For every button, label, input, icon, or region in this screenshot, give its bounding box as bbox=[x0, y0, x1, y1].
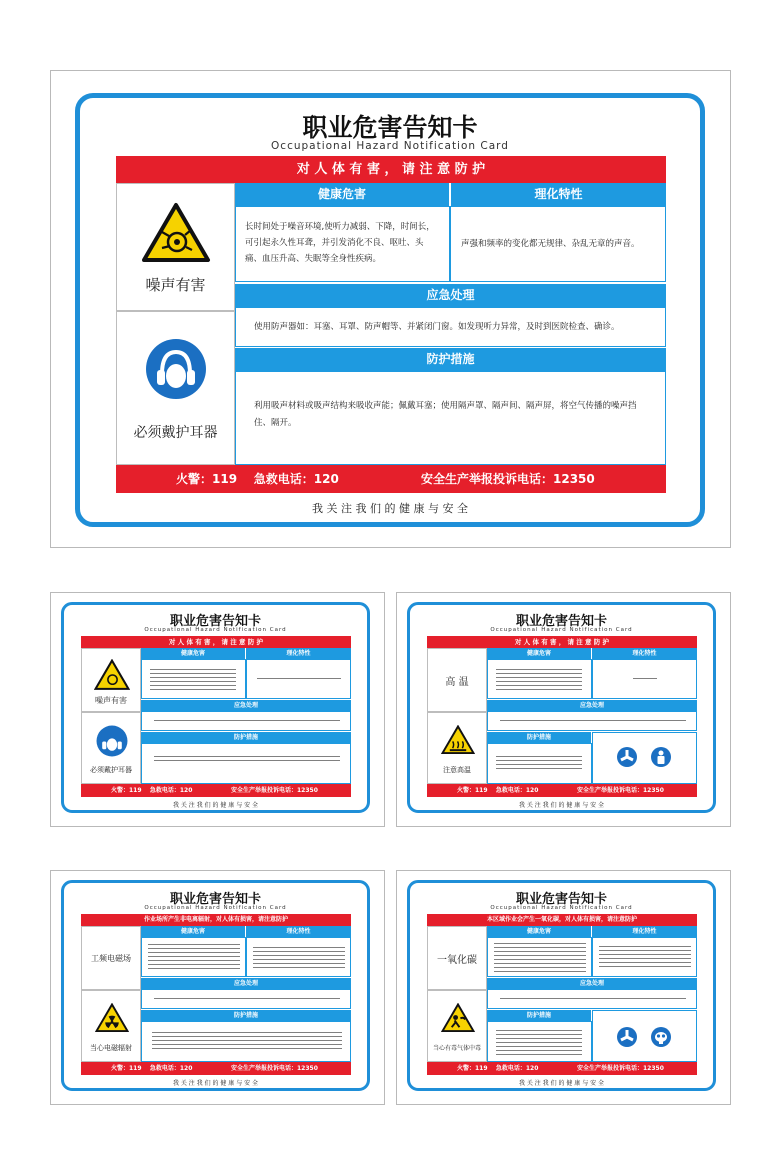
card-subtitle: Occupational Hazard Notification Card bbox=[144, 905, 287, 911]
health-hazard-cell bbox=[487, 659, 592, 699]
card-title: 职业危害告知卡 bbox=[169, 892, 261, 907]
physchem-text: 声强和频率的变化都无规律、杂乱无章的声音。 bbox=[461, 239, 640, 249]
health-hazard-cell bbox=[141, 659, 246, 699]
protection-cell bbox=[141, 1021, 351, 1062]
physchem-header: 理化特性 bbox=[592, 648, 697, 659]
ppe-icons-cell bbox=[592, 732, 697, 784]
safety-slogan: 我 关 注 我 们 的 健 康 与 安 全 bbox=[518, 1080, 605, 1087]
emergency-cell bbox=[487, 989, 697, 1009]
ppe-sign-cell bbox=[81, 712, 141, 784]
physchem-cell bbox=[592, 937, 697, 977]
card-frame bbox=[75, 93, 705, 527]
emergency-header: 应急处理 bbox=[487, 700, 697, 711]
physchem-header: 理化特性 bbox=[246, 926, 351, 937]
health-hazard-header: 健康危害 bbox=[141, 648, 245, 659]
health-hazard-text: 长时间处于噪音环境,使听力减弱、下降，时间长，可引起永久性耳聋，并引发消化不良、呕吐、头痛、血压升高、失眠等全身性疾病。 bbox=[245, 222, 435, 264]
health-hazard-header: 健康危害 bbox=[487, 648, 591, 659]
safety-slogan: 我 关 注 我 们 的 健 康 与 安 全 bbox=[172, 1080, 259, 1087]
emergency-header: 应急处理 bbox=[141, 700, 351, 711]
protection-header: 防护措施 bbox=[141, 1010, 351, 1021]
safety-slogan: 我 关 注 我 们 的 健 康 与 安 全 bbox=[172, 802, 259, 809]
card-frame bbox=[407, 880, 716, 1091]
safety-slogan: 我 关 注 我 们 的 健 康 与 安 全 bbox=[312, 502, 468, 515]
card-sheet-emf bbox=[50, 870, 385, 1105]
hotline-report: 安全生产举报投诉电话：12350 bbox=[577, 787, 664, 794]
card-subtitle: Occupational Hazard Notification Card bbox=[271, 140, 509, 152]
sign-label: 当心电磁辐射 bbox=[90, 1044, 132, 1052]
emergency-cell bbox=[141, 989, 351, 1009]
hazard-label: 噪声有害 bbox=[145, 276, 206, 294]
protection-cell bbox=[487, 743, 592, 784]
protection-cell bbox=[141, 743, 351, 784]
health-hazard-cell bbox=[487, 937, 592, 977]
hotline-emergency: 火警：119 急救电话：120 bbox=[457, 1065, 539, 1072]
card-sheet-co bbox=[396, 870, 731, 1105]
hazard-label: 工频电磁场 bbox=[91, 954, 131, 963]
hotline-bar bbox=[81, 1062, 351, 1075]
ear-protection-icon bbox=[145, 338, 207, 400]
ppe-sign-cell bbox=[116, 311, 235, 465]
hotline-report: 安全生产举报投诉电话：12350 bbox=[231, 1065, 318, 1072]
card-frame bbox=[407, 602, 716, 813]
warning-banner: 对 人 体 有 害 ， 请 注 意 防 护 bbox=[427, 636, 697, 648]
safety-slogan: 我 关 注 我 们 的 健 康 与 安 全 bbox=[518, 802, 605, 809]
card-sheet-heat bbox=[396, 592, 731, 827]
hotline-report: 安全生产举报投诉电话：12350 bbox=[231, 787, 318, 794]
emergency-header: 应急处理 bbox=[141, 978, 351, 989]
protection-header: 防护措施 bbox=[487, 732, 591, 743]
hotline-bar bbox=[427, 784, 697, 797]
radiation-warning-icon bbox=[95, 1003, 129, 1033]
hotline-bar bbox=[81, 784, 351, 797]
ppe-icons-cell bbox=[592, 1010, 697, 1062]
emergency-cell bbox=[235, 307, 666, 347]
card-sheet-noise bbox=[50, 592, 385, 827]
protection-header: 防护措施 bbox=[235, 348, 666, 371]
card-subtitle: Occupational Hazard Notification Card bbox=[144, 627, 287, 633]
protection-header: 防护措施 bbox=[141, 732, 351, 743]
ear-protection-icon bbox=[96, 725, 128, 757]
hazard-sign-cell bbox=[427, 990, 487, 1062]
warning-banner: 作业场所产生非电离辐射，对人体有损害，请注意防护 bbox=[81, 914, 351, 926]
hazard-label: 一氧化碳 bbox=[437, 955, 477, 966]
warning-banner: 本区域作业会产生一氧化碳，对人体有损害，请注意防护 bbox=[427, 914, 697, 926]
hazard-sign-cell bbox=[116, 183, 235, 311]
hazard-sign-cell bbox=[427, 712, 487, 784]
protection-cell bbox=[487, 1021, 592, 1062]
hazard-name-cell bbox=[427, 926, 487, 990]
health-hazard-cell bbox=[235, 206, 450, 282]
card-frame bbox=[61, 602, 370, 813]
ppe-label: 必须戴护耳器 bbox=[133, 425, 218, 441]
protection-text: 利用吸声材料或吸声结构来吸收声能；佩戴耳塞；使用隔声罩、隔声间、隔声屏，将空气传播的噪声挡住、隔开。 bbox=[254, 401, 637, 428]
hotline-emergency: 火警：119 急救电话：120 bbox=[111, 1065, 193, 1072]
hazard-name-cell bbox=[427, 648, 487, 712]
physchem-cell bbox=[450, 206, 666, 282]
emergency-header: 应急处理 bbox=[235, 284, 666, 307]
noise-warning-icon bbox=[141, 202, 211, 264]
protection-cell bbox=[235, 371, 666, 465]
hazard-card-noise bbox=[80, 98, 700, 522]
card-title: 职业危害告知卡 bbox=[169, 614, 261, 629]
protective-clothing-icon bbox=[651, 747, 671, 767]
hotline-bar bbox=[116, 465, 666, 493]
card-subtitle: Occupational Hazard Notification Card bbox=[490, 627, 633, 633]
card-title: 职业危害告知卡 bbox=[515, 614, 607, 629]
health-hazard-cell bbox=[141, 937, 246, 977]
hotline-emergency: 火警：119 急救电话：120 bbox=[176, 472, 339, 486]
physchem-cell bbox=[592, 659, 697, 699]
hazard-name-cell bbox=[81, 926, 141, 990]
high-temperature-warning-icon bbox=[441, 725, 475, 755]
hotline-emergency: 火警：119 急救电话：120 bbox=[457, 787, 539, 794]
physchem-cell bbox=[246, 659, 351, 699]
card-title: 职业危害告知卡 bbox=[515, 892, 607, 907]
warning-banner: 对 人 体 有 害 ， 请 注 意 防 护 bbox=[116, 156, 666, 183]
toxic-gas-warning-icon bbox=[441, 1003, 475, 1033]
card-sheet-large bbox=[50, 70, 731, 548]
sign-label: 注意高温 bbox=[443, 766, 471, 774]
hotline-report: 安全生产举报投诉电话：12350 bbox=[577, 1065, 664, 1072]
hotline-bar bbox=[427, 1062, 697, 1075]
hotline-report: 安全生产举报投诉电话：12350 bbox=[421, 472, 595, 486]
health-hazard-header: 健康危害 bbox=[141, 926, 245, 937]
hazard-sign-cell bbox=[81, 990, 141, 1062]
emergency-text: 使用防声器如：耳塞、耳罩、防声帽等、并紧闭门窗。如发现听力异常，及时到医院检查、确诊。 bbox=[254, 322, 620, 332]
emergency-cell bbox=[141, 711, 351, 731]
noise-warning-icon bbox=[94, 659, 130, 691]
physchem-header: 理化特性 bbox=[451, 183, 666, 206]
hotline-emergency: 火警：119 急救电话：120 bbox=[111, 787, 193, 794]
emergency-cell bbox=[487, 711, 697, 731]
card-frame bbox=[61, 880, 370, 1091]
ventilation-icon bbox=[617, 747, 637, 767]
ventilation-icon bbox=[617, 1027, 637, 1047]
health-hazard-header: 健康危害 bbox=[235, 183, 449, 206]
physchem-header: 理化特性 bbox=[246, 648, 351, 659]
physchem-header: 理化特性 bbox=[592, 926, 697, 937]
physchem-cell bbox=[246, 937, 351, 977]
hazard-label: 高 温 bbox=[445, 677, 469, 688]
emergency-header: 应急处理 bbox=[487, 978, 697, 989]
sign-label: 当心有毒气体中毒 bbox=[432, 1045, 481, 1052]
hazard-sign-cell bbox=[81, 648, 141, 712]
card-title: 职业危害告知卡 bbox=[302, 113, 478, 142]
gas-mask-icon bbox=[651, 1027, 671, 1047]
card-subtitle: Occupational Hazard Notification Card bbox=[490, 905, 633, 911]
protection-header: 防护措施 bbox=[487, 1010, 591, 1021]
hazard-label: 噪声有害 bbox=[95, 696, 127, 705]
health-hazard-header: 健康危害 bbox=[487, 926, 591, 937]
warning-banner: 对 人 体 有 害 ， 请 注 意 防 护 bbox=[81, 636, 351, 648]
ppe-label: 必须戴护耳器 bbox=[90, 766, 132, 774]
